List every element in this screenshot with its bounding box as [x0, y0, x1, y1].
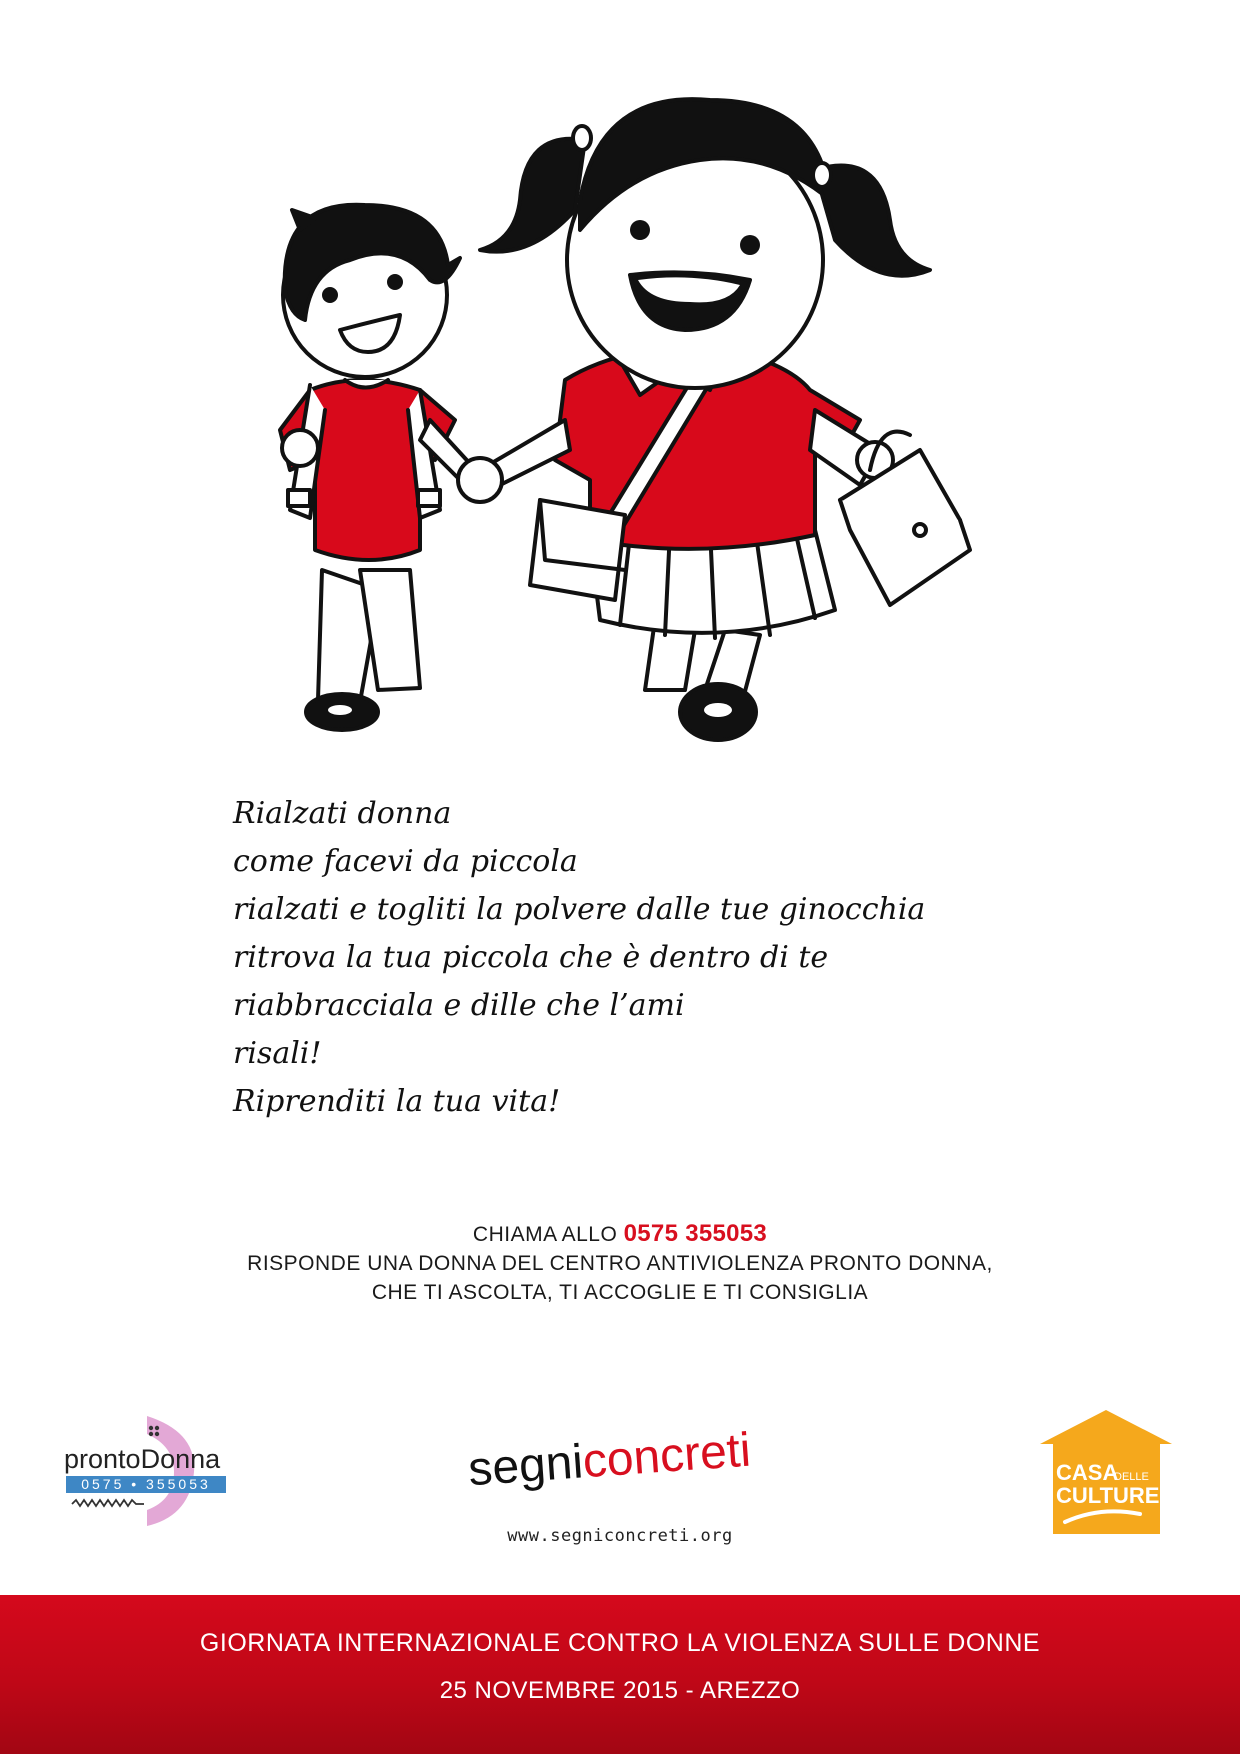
- call-line-2: RISPONDE UNA DONNA DEL CENTRO ANTIVIOLENZA PRONTO DONNA,: [247, 1252, 993, 1275]
- casa-delle-culture-logo: [1040, 1410, 1178, 1538]
- casa-delle-word: DELLE: [1114, 1471, 1149, 1483]
- pd-phone: 0575 • 355053: [81, 1476, 211, 1492]
- poem-line: come facevi da piccola: [233, 844, 578, 879]
- website-link[interactable]: www.segniconcreti.org: [507, 1526, 733, 1546]
- casa-culture-word: CULTURE: [1056, 1483, 1160, 1508]
- children-illustration: [270, 90, 1050, 760]
- pd-name-b: D: [140, 1444, 161, 1474]
- footer-event-date: 25 NOVEMBRE 2015 - AREZZO: [439, 1677, 801, 1704]
- pd-name-a: pronto: [64, 1444, 141, 1474]
- logo-concreti: concreti: [581, 1423, 753, 1489]
- poem: [233, 790, 1093, 1126]
- poem-line: Rialzati donna: [233, 796, 452, 831]
- pd-name-c: onna: [160, 1444, 221, 1474]
- poem-line: riabbracciala e dille che l’ami: [233, 988, 685, 1023]
- logo-segni: segni: [466, 1435, 585, 1497]
- call-line-1: [0, 1220, 1240, 1248]
- poem-line: ritrova la tua piccola che è dentro di te: [233, 940, 829, 975]
- boy-figure: [280, 205, 485, 730]
- casa-word: CASA: [1056, 1460, 1119, 1485]
- svg-text:segniconcreti: [467, 1424, 753, 1497]
- poem-line: risali!: [233, 1036, 322, 1071]
- svg-text:prontoDonna: [64, 1444, 221, 1474]
- call-line-3: CHE TI ASCOLTA, TI ACCOGLIE E TI CONSIGLIA: [371, 1281, 869, 1304]
- footer-event-title: GIORNATA INTERNAZIONALE CONTRO LA VIOLENZA SULLE DONNE: [199, 1629, 1041, 1657]
- svg-text:CASA: [1056, 1460, 1118, 1485]
- poem-line: Riprenditi la tua vita!: [233, 1084, 561, 1119]
- phone-number[interactable]: 0575 355053: [623, 1220, 768, 1247]
- segni-concreti-logo: [460, 1408, 800, 1498]
- pronto-donna-logo: [62, 1412, 240, 1530]
- call-prefix: CHIAMA ALLO: [472, 1223, 618, 1246]
- girl-figure: [458, 99, 970, 740]
- footer-banner: [0, 1595, 1240, 1754]
- poem-line: rialzati e togliti la polvere dalle tue ginocchia: [233, 892, 926, 927]
